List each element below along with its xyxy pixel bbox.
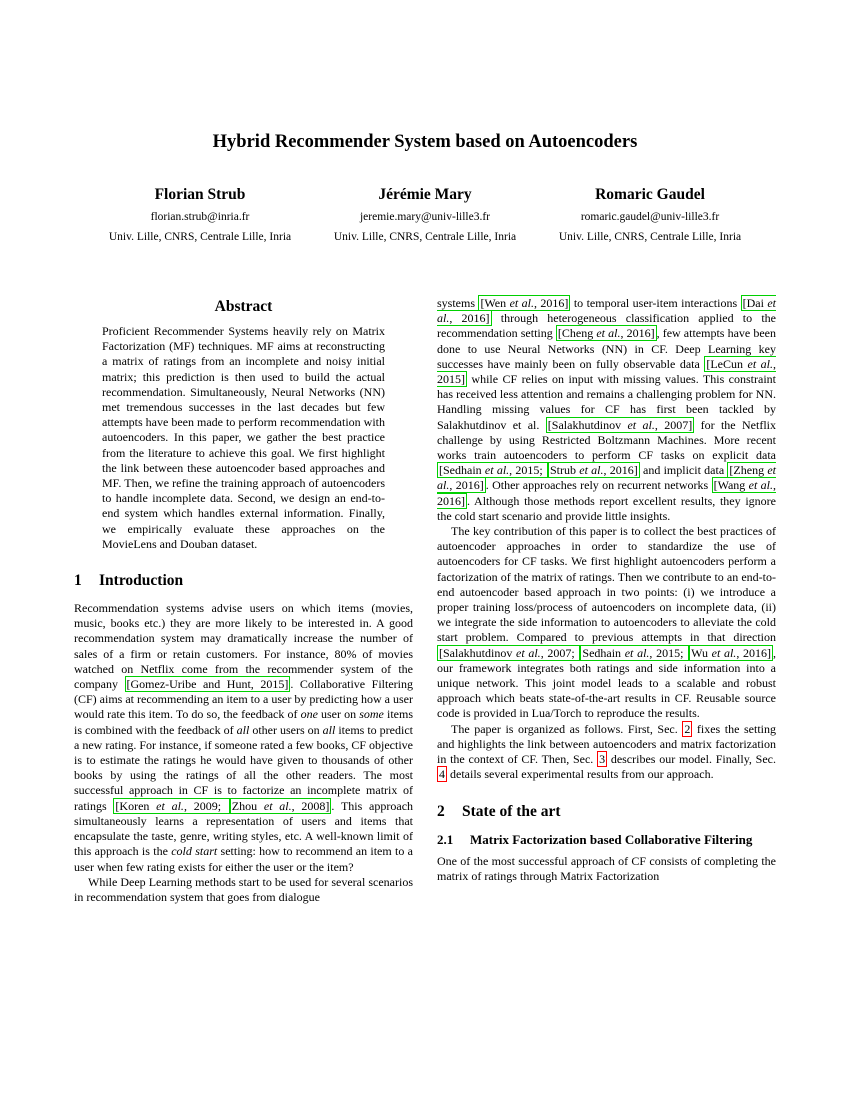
cite-etal: et al. [747,356,774,371]
text-run: describes our model. Finally, Sec. [607,752,777,767]
author-affiliation: Univ. Lille, CNRS, Centrale Lille, Inria [558,231,742,243]
text-run: other users on [249,722,323,737]
text-run: . Collaborative Filtering (CF) aims at recommending an item to a user by predicting how a user would rate this item. To do so, the feedback of [74,677,413,722]
intro-paragraph-1 [74,601,413,875]
emphasis: all [236,722,250,737]
text-run: , few attempts have been done to use Neural Networks (NN) in CF. Deep Learning key successes have mainly been on fully observable data [437,326,777,371]
cite-author: [Koren [115,798,157,813]
text-run: , our framework integrates both ratings and side information into a unique network. This joint model leads to a scalable and robust approach which beats state-of-the-art results in CF. Reusable source code is provided in Lua/Torch to reproduce the results. [437,645,776,721]
cite-author: [Salakhutdinov [547,417,628,432]
cite-year: , 2016] [736,645,771,660]
cite-year: , 2015] [437,356,777,387]
cite-year: , 2007] [654,417,693,432]
text-run: user on [317,707,360,722]
sota-paragraph-1: One of the most successful approach of CF consists of completing the matrix of ratings through Matrix Factorization [437,853,776,883]
intro-paragraph-2: While Deep Learning methods start to be used for several scenarios in recommendation system that goes from dialogue [74,874,413,904]
citation-link[interactable] [478,295,570,311]
author-3 [535,185,765,247]
text-run: items is combined with the feedback of [74,707,413,737]
cite-year: , 2016] [533,296,569,310]
cite-author: [Wen [480,296,510,310]
author-name: Jérémie Mary [378,186,472,203]
arxiv-stamp [10,290,62,690]
emphasis: all [322,722,336,737]
citation-link[interactable] [556,325,657,341]
text-run: The key contribution of this paper is to collect the best practices of autoencoder approaches in order to standardize the use of autoencoders for CF tasks. We first highlight autoencoders perform a factorization of the matrix of ratings. Then we contribute to an end-to-end autoencoder based approach in two points: (i) we introduce a proper training loss/process of autoencoders on incomplete data, (ii) we integrate the side information to autoencoders to alleviate the cold start problem. Compared to previous attempts in that direction [437,524,776,645]
citation-link[interactable] [580,645,689,661]
text-run: setting: how to recommend an item to a user when few rating exists for either the user or the item? [74,844,413,874]
cite-etal: et al. [627,417,655,432]
cite-etal: et al. [624,645,650,660]
author-affiliation: Univ. Lille, CNRS, Centrale Lille, Inria [333,231,517,243]
cite-author: Strub [550,463,580,478]
author-affiliation: Univ. Lille, CNRS, Centrale Lille, Inria [108,231,292,243]
text-run: through heterogeneous classification applied to the recommendation setting [437,311,776,341]
section-heading-state-of-the-art [437,802,776,822]
citation-link[interactable]: [Gomez-Uribe and Hunt, 2015] [126,677,289,692]
abstract-text: Proficient Recommender Systems heavily rely on Matrix Factorization (MF) techniques. MF aims at reconstructing a matrix of ratings from an incomplete and noisy initial matrix; this prediction is then used to build the actual recommendation. Simultaneously, Neural Networks (NN) met tremendous successes in the last decades but few attempts have been made to perform recommendation with autoencoders. In this paper, we gather the best practice from the literature to achieve this goal. We first highlight the link between these autoencoder based approaches and MF. Then, we refine the training approach of autoencoders to handle incomplete data. Second, we design an end-to-end system which handles external information. Finally, we empirically evaluate these approaches on the MovieLens and Douban dataset. [102,324,385,551]
text-run: Recommendation systems advise users on which items (movies, music, books etc.) they are more likely to be interested in. A good recommendation system may dramatically increase the number of sales of a firm or retain customers. For instance, 80% of movies watched on Netflix come from the recommender system of the company [74,601,413,692]
section-title: Introduction [99,572,184,590]
subsection-heading [437,832,776,848]
cite-author: [Salakhutdinov [439,645,517,660]
emphasis: cold start [171,844,218,859]
intro-paragraph-2-continued [437,296,776,524]
text-run: items to predict a new rating. For instance, if someone rated a few books, CF objective is to estimate the ratings he would have given to thousands of other books by using the ratings of all the other readers. The most successful approach in CF is to factorize an incomplete matrix of ratings [74,722,413,813]
cite-author: Zhou [231,798,264,813]
text-run: . This approach simultaneously learns a representation of users and items that encapsulate the taste, genre, writing styles, etc. A well-known limit of this approach is the [74,798,414,859]
cite-year: , 2008] [291,798,330,813]
cite-year: , 2009; [183,798,228,813]
cite-etal: et al. [263,798,292,813]
paper-title: Hybrid Recommender System based on Autoencoders [212,132,638,152]
citation-link[interactable] [437,462,548,478]
cite-etal: et al. [484,463,510,478]
cite-year: , 2007; [540,645,579,660]
section-ref-link[interactable]: 2 [684,721,691,736]
citation-link[interactable] [546,417,694,433]
text-run: details several experimental results from our approach. [447,767,714,782]
cite-author: [Dai [742,296,768,310]
cite-etal: et al. [748,478,774,493]
cite-year: , 2016] [437,478,777,508]
author-name: Florian Strub [154,186,246,203]
cite-author: [Cheng [557,326,597,341]
cite-year: , 2015; [649,645,688,660]
author-email: jeremie.mary@univ-lille3.fr [359,211,490,223]
text-run: to temporal user-item interactions [570,296,741,310]
citation-link[interactable] [548,462,640,478]
citation-link[interactable] [230,798,332,814]
citation-link[interactable] [689,645,773,661]
subsection-title: Matrix Factorization based Collaborative Filtering [470,831,753,847]
cite-etal: et al. [509,296,534,310]
citation-link[interactable] [113,798,229,814]
cite-author: [Wang [713,478,749,493]
cite-etal: et al. [596,326,621,341]
author-name: Romaric Gaudel [595,186,705,203]
emphasis: some [359,707,384,722]
cite-etal: et al. [437,463,776,493]
cite-year: , 2016] [449,311,490,326]
cite-etal: et al. [711,645,737,660]
cite-year: , 2015; [509,463,546,478]
text-run: systems [437,296,479,310]
cite-year: , 2016] [449,478,484,493]
section-heading-introduction [74,571,413,591]
cite-etal: et al. [156,798,184,813]
author-email: romaric.gaudel@univ-lille3.fr [580,211,720,223]
cite-author: [Zheng [729,463,768,478]
author-2 [310,185,540,247]
intro-paragraph-4 [437,722,776,783]
cite-year: , 2016] [620,326,655,341]
cite-etal: et al. [579,463,604,478]
section-ref-link[interactable]: 4 [439,767,445,782]
right-column [437,296,776,884]
intro-paragraph-3 [437,524,776,722]
author-block [0,185,850,255]
text-run: while CF relies on input with missing values. This constraint has received less attention and remains a challenging problem for NN. Handling missing values for CF has first been tackled by Salakhutdinov et al. [437,372,776,432]
cite-etal: et al. [516,645,541,660]
section-ref-link[interactable]: 3 [599,752,606,767]
text-run: The paper is organized as follows. First, Sec. [451,721,683,736]
author-1 [85,185,315,247]
text-run: for the Netflix challenge by using Restricted Boltzmann Machines. More recent works train autoencoders to perform CF tasks on explicit data [437,417,776,463]
section-title: State of the art [462,802,561,820]
text-run: fixes the setting and highlights the link between autoencoders and matrix factorization in the context of CF. Then, Sec. [437,721,777,767]
section-number: 1 [74,572,82,590]
cite-year: , 2016] [603,463,638,478]
cite-author: [Sedhain [439,463,485,478]
citation-link[interactable] [437,645,580,661]
text-run: and implicit data [639,463,728,478]
emphasis: one [300,707,318,722]
cite-author: [LeCun [706,356,748,371]
left-column [74,296,413,905]
author-email: florian.strub@inria.fr [150,211,250,223]
section-number: 2 [437,802,445,820]
abstract-heading: Abstract [214,298,273,315]
cite-etal: et al. [437,296,776,326]
text-run: . Although those methods report excellent results, they ignore the cold start scenario and provide little insights. [437,493,776,523]
subsection-number: 2.1 [437,831,454,847]
cite-author: Sedhain [582,645,625,660]
cite-author: Wu [691,645,712,660]
text-run: . Other approaches rely on recurrent networks [485,478,712,493]
